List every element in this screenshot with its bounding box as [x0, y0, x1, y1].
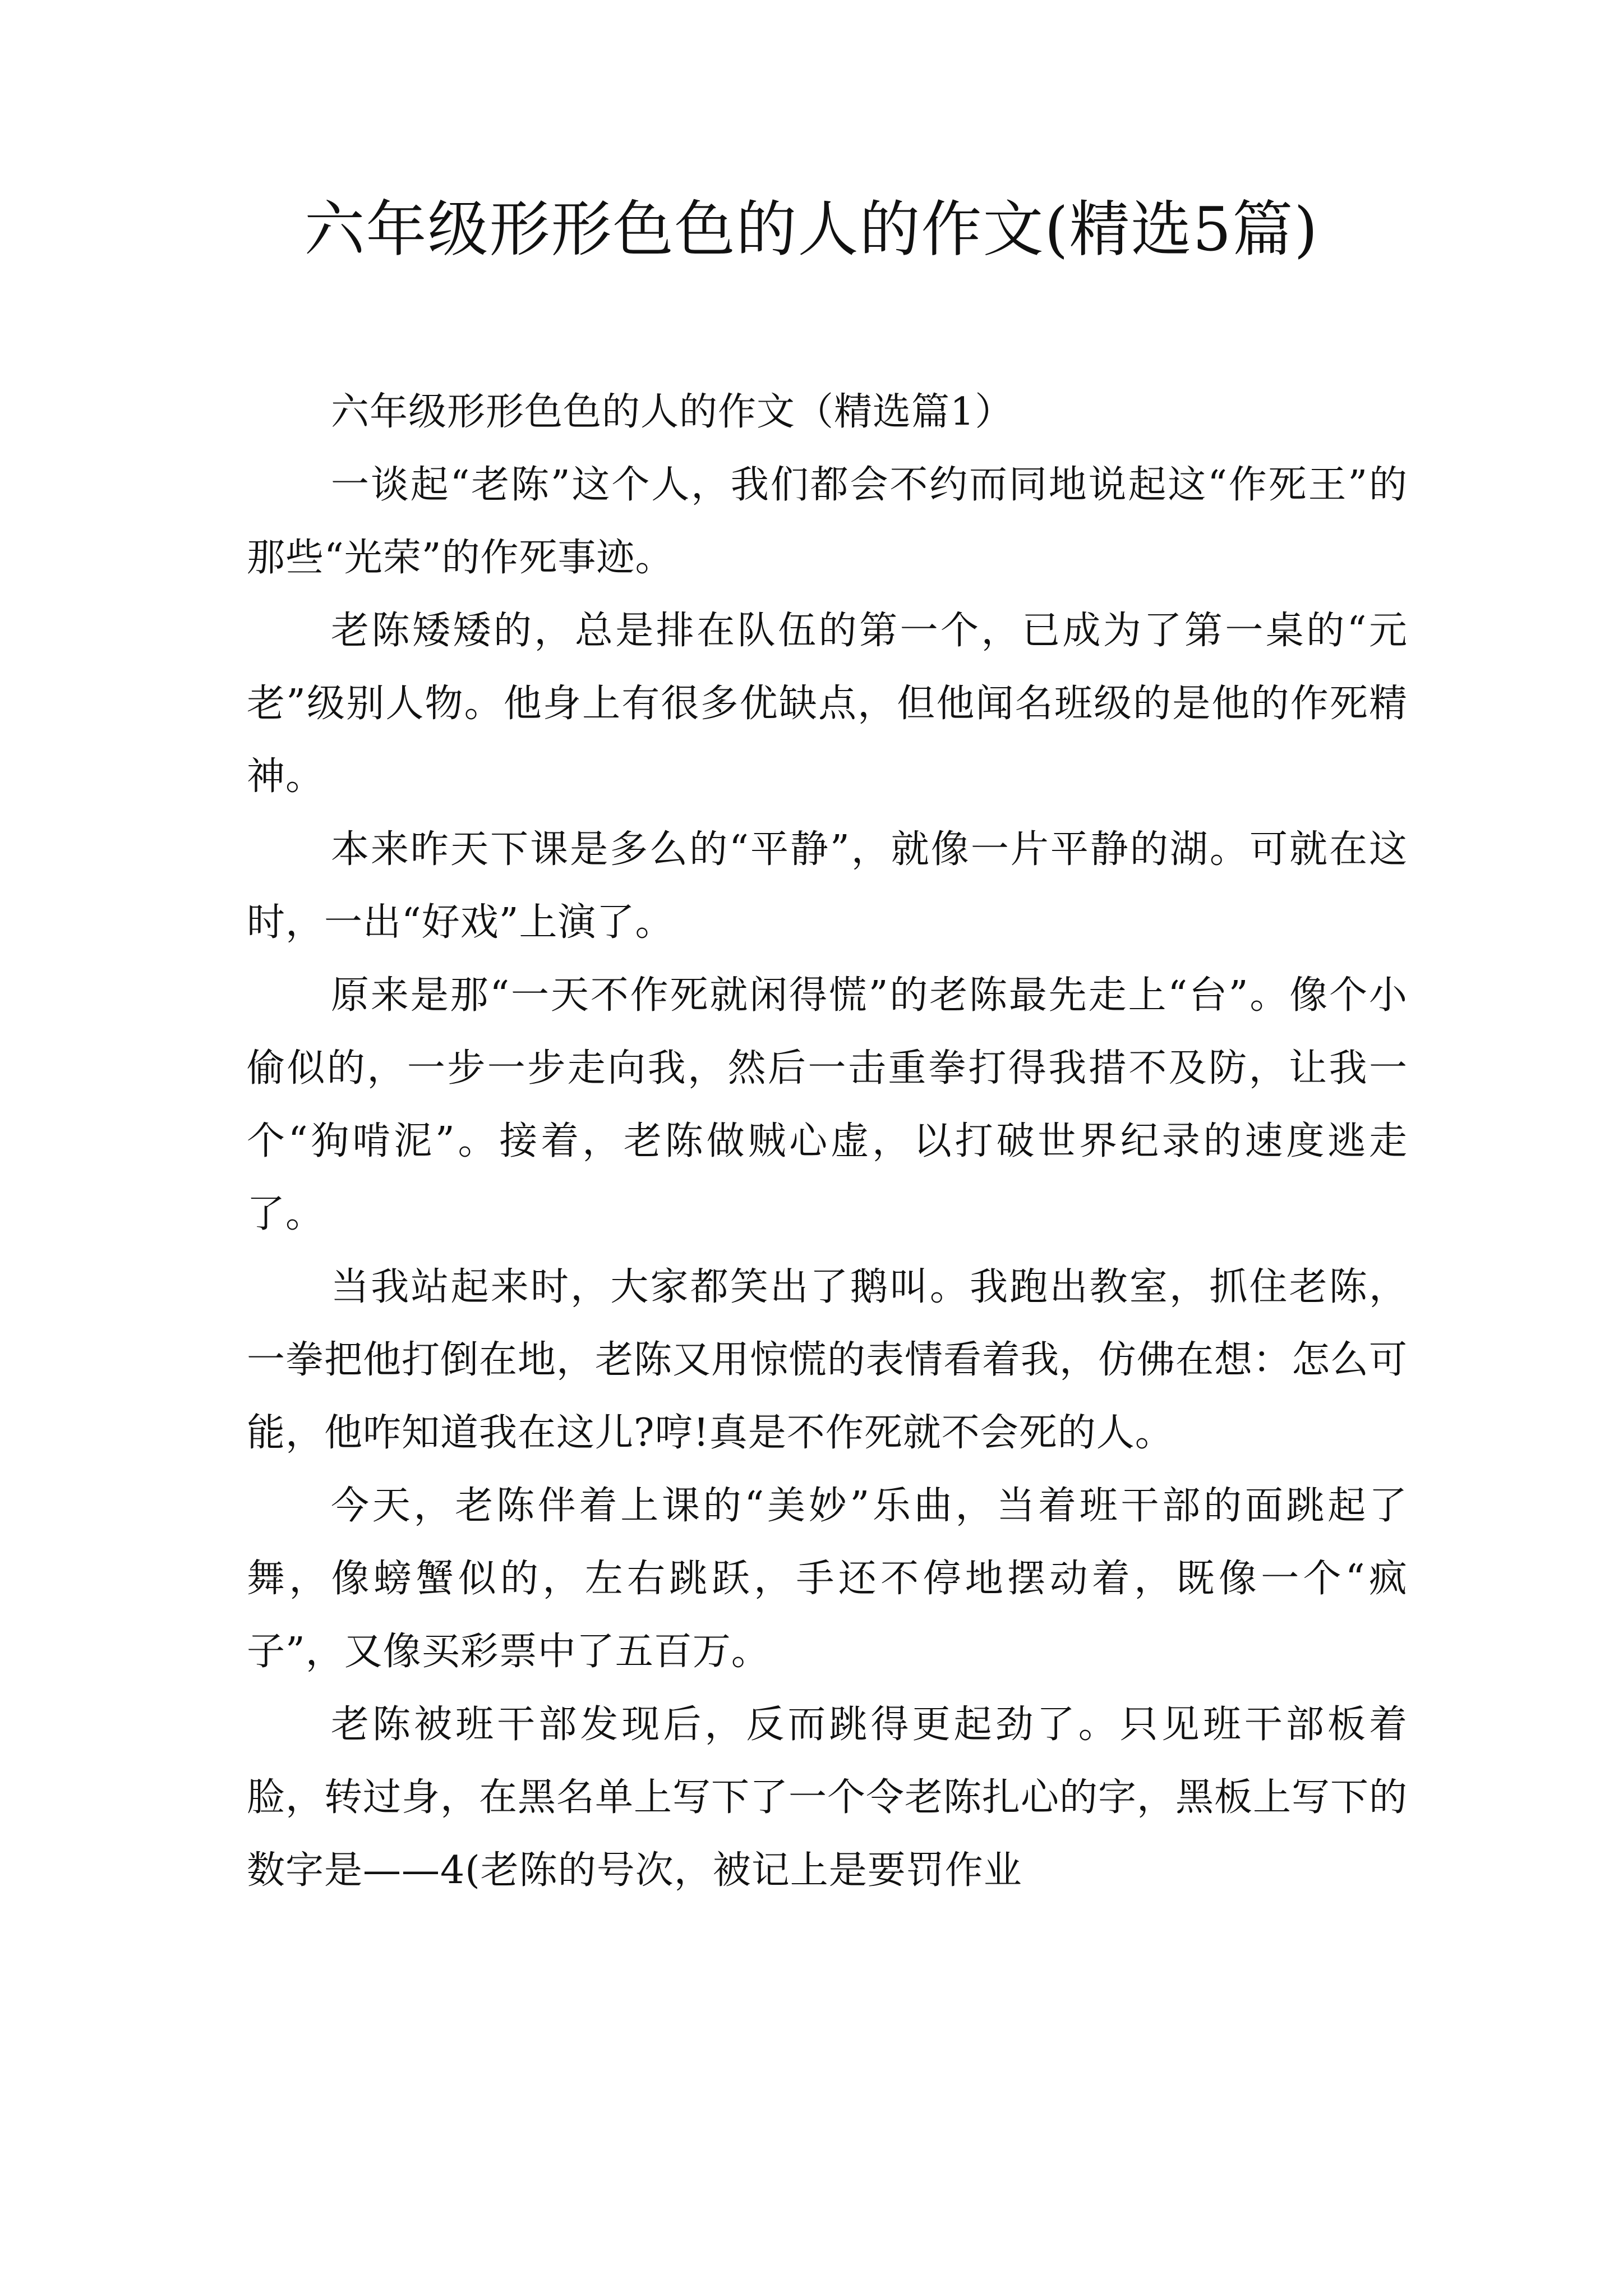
document-body — [247, 376, 1408, 1907]
paragraph-heading: 六年级形形色色的人的作文（精选篇1） — [331, 390, 1014, 434]
paragraph: 今天，老陈伴着上课的“美妙”乐曲，当着班干部的面跳起了舞，像螃蟹似的，左右跳跃，手还不停地摆动着，既像一个“疯子”，又像买彩票中了五百万。 — [247, 1484, 1408, 1674]
paragraph: 本来昨天下课是多么的“平静”，就像一片平静的湖。可就在这时，一出“好戏”上演了。 — [247, 827, 1408, 945]
paragraph: 老陈被班干部发现后，反而跳得更起劲了。只见班干部板着脸，转过身，在黑名单上写下了一个令老陈扎心的字，黑板上写下的数字是——4(老陈的号次，被记上是要罚作业 — [247, 1703, 1408, 1893]
paragraph: 一谈起“老陈”这个人，我们都会不约而同地说起这“作死王”的那些“光荣”的作死事迹。 — [247, 463, 1408, 580]
document-title: 六年级形形色色的人的作文(精选5篇) — [304, 195, 1319, 265]
paragraph: 当我站起来时，大家都笑出了鹅叫。我跑出教室，抓住老陈，一拳把他打倒在地，老陈又用惊慌的表情看着我，仿佛在想：怎么可能，他咋知道我在这儿?哼!真是不作死就不会死的人。 — [247, 1265, 1408, 1455]
paragraph: 老陈矮矮的，总是排在队伍的第一个，已成为了第一桌的“元老”级别人物。他身上有很多优缺点，但他闻名班级的是他的作死精神。 — [247, 609, 1408, 799]
paragraph: 原来是那“一天不作死就闲得慌”的老陈最先走上“台”。像个小偷似的，一步一步走向我，然后一击重拳打得我措不及防，让我一个“狗啃泥”。接着，老陈做贼心虚，以打破世界纪录的速度逃走了。 — [247, 973, 1408, 1236]
